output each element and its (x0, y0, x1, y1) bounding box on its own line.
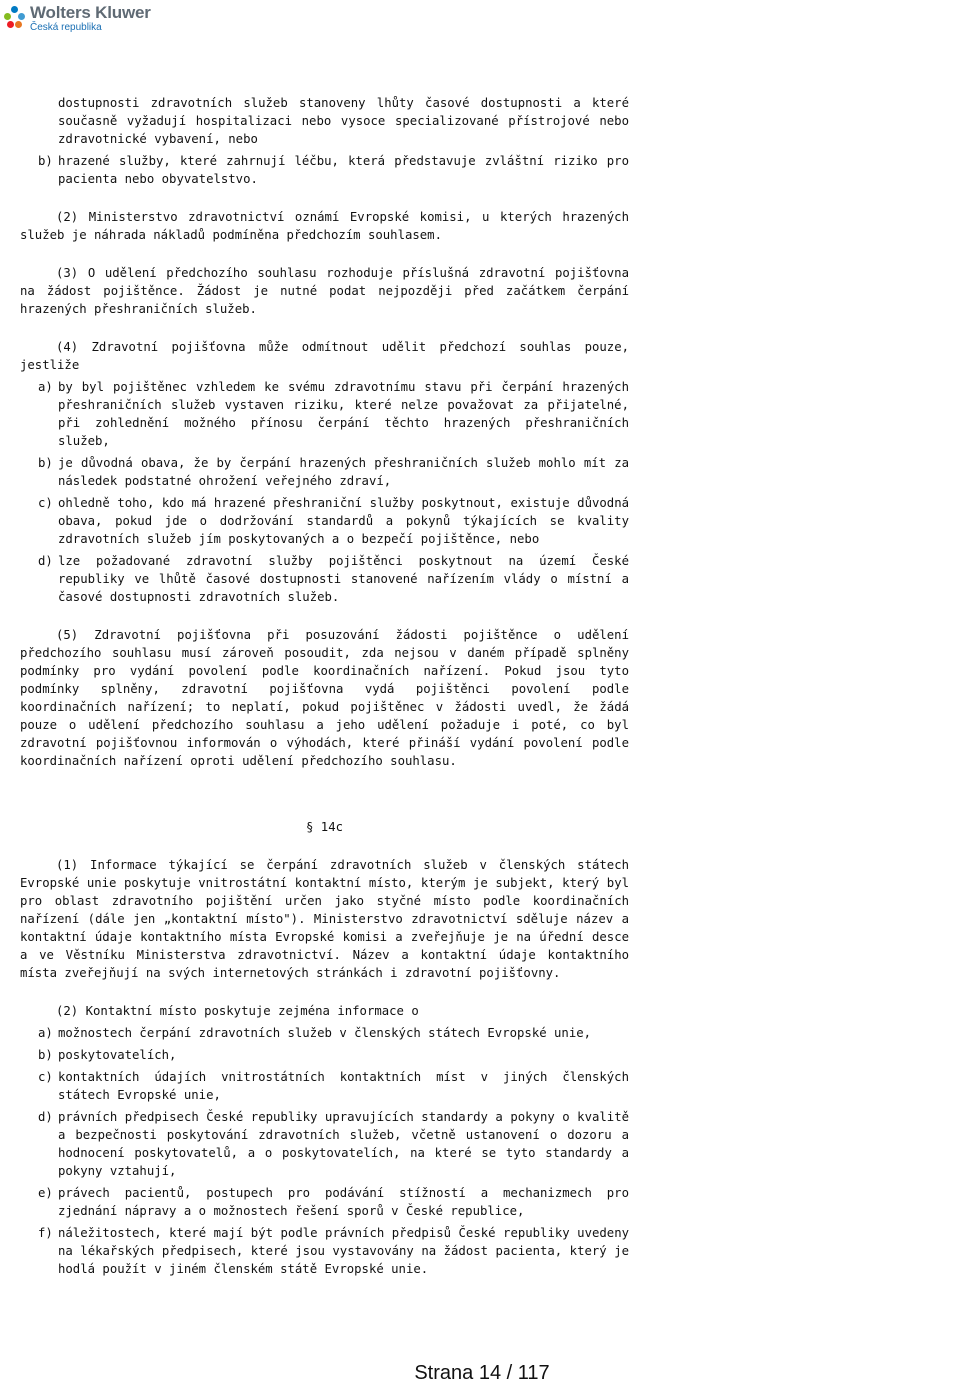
wolters-kluwer-logo-icon (4, 6, 26, 32)
brand-name: Wolters Kluwer (30, 3, 151, 22)
list-item-text: právních předpisech České republiky upravujících standardy a pokyny o kvalitě a bezpečnosti poskytování zdravotních služeb, včetně ustanovení o dozoru a hodnocení poskytovatelů, a o poskytovatelích, na které se tyto standardy a pokyny vztahují, (58, 1110, 629, 1178)
list-item-label: b) (38, 154, 53, 168)
list-item-text: právech pacientů, postupech pro podávání stížností a mechanizmech pro zjednání nápravy a o možnostech řešení sporů v České republice, (58, 1186, 629, 1218)
list-item-text: by byl pojištěnec vzhledem ke svému zdravotnímu stavu při čerpání hrazených přeshraničních služeb vystaven riziku, které nelze považovat za přijatelné, při zohlednění možného přínosu čerpání těchto hrazených přeshraničních služeb, (58, 380, 629, 448)
list-item-text: poskytovatelích, (58, 1048, 177, 1062)
list-item (38, 1024, 629, 1042)
list-item-text: náležitostech, které mají být podle právních předpisů České republiky uvedeny na lékařských předpisech, které jsou vystavovány na žádost pacienta, který je hodlá použít v jiném členském státě Evropské unie. (58, 1226, 629, 1276)
list-item-text: ohledně toho, kdo má hrazené přeshraniční služby poskytnout, existuje důvodná obava, pokud jde o dodržování standardů a pokynů týkajících se kvality zdravotních služeb jím poskytovaných a o bezpečí pojištěnce, nebo (58, 496, 629, 546)
list-item (38, 1108, 629, 1180)
paragraph-5: (5) Zdravotní pojišťovna při posuzování žádosti pojištěnce o udělení předchozího souhlasu musí zároveň posoudit, zda nejsou v daném případě splněny podmínky pro vydání povolení podle koordinačních nařízení. Pokud jsou tyto podmínky splněny, zdravotní pojišťovna vydá pojištěnci povolení podle koordinačních nařízení; to neplatí, pokud pojištěnec v žádosti uvedl, že žádá pouze o udělení předchozího souhlasu a jeho udělení požaduje i poté, co byl zdravotní pojišťovnou informován o výhodách, které přináší vydání povolení podle koordinačních nařízení oproti udělení předchozího souhlasu. (20, 628, 629, 768)
page-number: Strana 14 / 117 (414, 1362, 550, 1384)
list-item-label: c) (38, 496, 53, 510)
continued-paragraph: dostupnosti zdravotních služeb stanoveny lhůty časové dostupnosti a které současně vyžadují hospitalizaci nebo vysoce specializované přístrojové nebo zdravotnické vybavení, nebo (58, 96, 629, 146)
publisher-logo (4, 4, 151, 33)
list-item-text: lze požadované zdravotní služby pojištěnci poskytnout na území České republiky ve lhůtě časové dostupnosti stanovené nařízením vlády o místní a časové dostupnosti zdravotních služeb. (58, 554, 629, 604)
list-item (38, 1184, 629, 1220)
list-item (38, 552, 629, 606)
list-item-label: d) (38, 1110, 53, 1124)
list-item (38, 152, 629, 188)
list-item-label: a) (38, 1026, 53, 1040)
list-item (38, 1224, 629, 1278)
list-item-label: e) (38, 1186, 53, 1200)
list-item (38, 1046, 629, 1064)
list-item-text: hrazené služby, které zahrnují léčbu, která představuje zvláštní riziko pro pacienta nebo obyvatelstvo. (58, 154, 629, 186)
list-item-text: je důvodná obava, že by čerpání hrazených přeshraničních služeb mohlo mít za následek podstatné ohrožení veřejného zdraví, (58, 456, 629, 488)
list-item (38, 378, 629, 450)
list-item (38, 1068, 629, 1104)
list-item-text: možnostech čerpání zdravotních služeb v členských státech Evropské unie, (58, 1026, 592, 1040)
list-item (38, 494, 629, 548)
list-item-label: b) (38, 1048, 53, 1062)
list-item (38, 454, 629, 490)
list-item-label: a) (38, 380, 53, 394)
list-item-label: c) (38, 1070, 53, 1084)
section-paragraph-1: (1) Informace týkající se čerpání zdravotních služeb v členských státech Evropské unie poskytuje vnitrostátní kontaktní místo, kterým je subjekt, který byl pro oblast zdravotního pojištění určen jako styčné místo podle koordinačních nařízení (dále jen „kontaktní místo"). Ministerstvo zdravotnictví sděluje název a kontaktní údaje kontaktního místa Evropské komisi a zveřejňuje je na úřední desce a ve Věstníku Ministerstva zdravotnictví. Název a kontaktní údaje kontaktního místa zveřejňují na svých internetových stránkách i zdravotní pojišťovny. (20, 858, 629, 980)
paragraph-4-intro: (4) Zdravotní pojišťovna může odmítnout udělit předchozí souhlas pouze, jestliže (20, 340, 629, 372)
list-item-text: kontaktních údajích vnitrostátních kontaktních míst v jiných členských státech Evropské unie, (58, 1070, 629, 1102)
list-item-label: b) (38, 456, 53, 470)
paragraph-3: (3) O udělení předchozího souhlasu rozhoduje příslušná zdravotní pojišťovna na žádost pojištěnce. Žádost je nutné podat nejpozději před začátkem čerpání hrazených přeshraničních služeb. (20, 266, 629, 316)
section-heading: § 14c (305, 820, 344, 834)
brand-subtitle: Česká republika (30, 22, 102, 33)
list-item-label: f) (38, 1226, 53, 1240)
document-body (20, 94, 629, 1282)
list-item-label: d) (38, 554, 53, 568)
paragraph-2: (2) Ministerstvo zdravotnictví oznámí Evropské komisi, u kterých hrazených služeb je náhrada nákladů podmíněna předchozím souhlasem. (20, 210, 629, 242)
section-paragraph-2-intro: (2) Kontaktní místo poskytuje zejména informace o (56, 1004, 419, 1018)
